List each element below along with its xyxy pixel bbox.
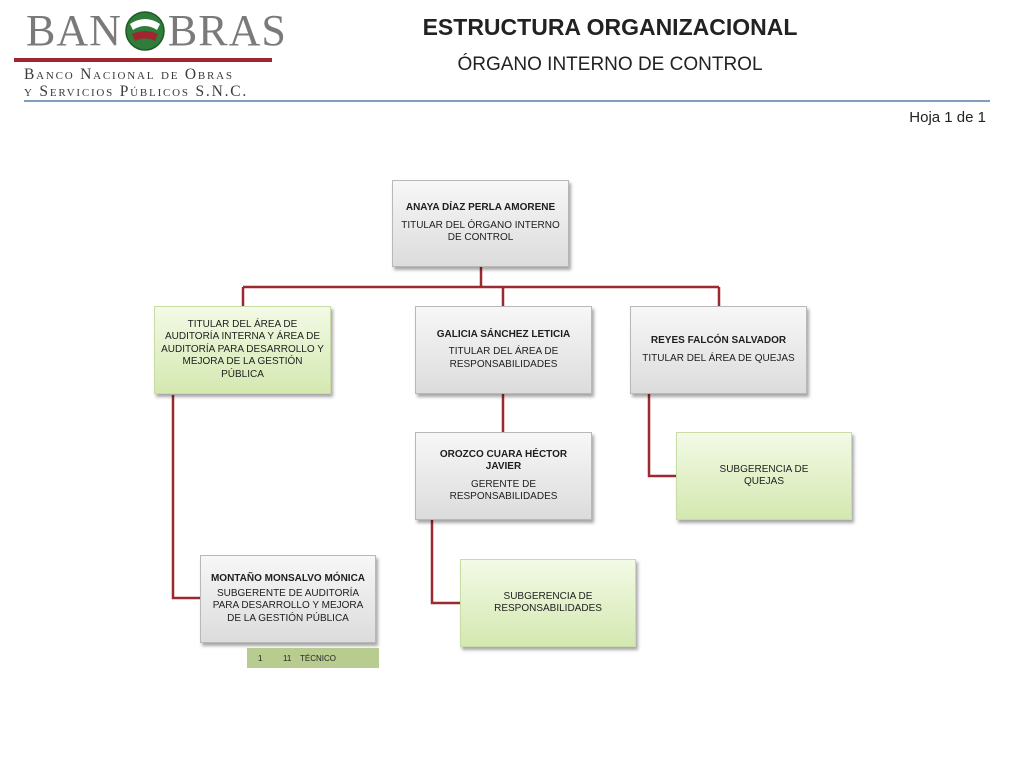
connector-auditoria-subgerente bbox=[173, 395, 200, 598]
org-box-subgerente-auditoria bbox=[200, 555, 376, 643]
subgerente-name: MONTAÑO MONSALVO MÓNICA bbox=[210, 573, 366, 584]
logo-word-left: BAN bbox=[26, 6, 122, 55]
org-box-quejas bbox=[630, 306, 807, 394]
gerente-role: GERENTE DE RESPONSABILIDADES bbox=[449, 478, 558, 502]
page-number: Hoja 1 de 1 bbox=[909, 109, 986, 126]
page-title: ESTRUCTURA ORGANIZACIONAL bbox=[422, 14, 798, 40]
logo-tagline-2: y Servicios Públicos S.N.C. bbox=[24, 83, 249, 100]
staff-label: TÉCNICO bbox=[300, 653, 336, 663]
org-box-subgerencia-responsabilidades bbox=[460, 559, 636, 647]
subgerencia-quejas-role: SUBGERENCIA DE QUEJAS bbox=[719, 463, 809, 487]
org-box-titular bbox=[392, 180, 569, 267]
subgerente-role: SUBGERENTE DE AUDITORÍA PARA DESARROLLO Y MEJORA DE LA GESTIÓN PÚBLICA bbox=[212, 587, 364, 624]
connector-gerente-subgerencia bbox=[432, 520, 460, 603]
org-box-subgerencia-quejas bbox=[676, 432, 852, 520]
staff-count: 11 bbox=[283, 653, 292, 663]
subgerencia-resp-role: SUBGERENCIA DE RESPONSABILIDADES bbox=[494, 590, 602, 614]
responsabilidades-name: GALICIA SÁNCHEZ LETICIA bbox=[436, 328, 571, 340]
responsabilidades-role: TITULAR DEL ÁREA DE RESPONSABILIDADES bbox=[448, 346, 559, 370]
connector-quejas-subgerencia bbox=[649, 394, 676, 476]
gerente-name: OROZCO CUARA HÉCTOR JAVIER bbox=[439, 448, 568, 472]
org-box-responsabilidades bbox=[415, 306, 592, 394]
org-box-auditoria bbox=[154, 306, 331, 394]
quejas-name: REYES FALCÓN SALVADOR bbox=[650, 335, 787, 346]
titular-name: ANAYA DÍAZ PERLA AMORENE bbox=[405, 202, 556, 214]
staff-level: 1 bbox=[258, 653, 263, 663]
logo-word-right: BRAS bbox=[167, 6, 287, 55]
quejas-role: TITULAR DEL ÁREA DE QUEJAS bbox=[642, 352, 795, 364]
logo-tagline-1: Banco Nacional de Obras bbox=[24, 66, 234, 83]
auditoria-role: TITULAR DEL ÁREA DE AUDITORÍA INTERNA Y ÁREA DE AUDITORÍA PARA DESARROLLO Y MEJORA DE LA GESTIÓN PÚBLICA bbox=[161, 318, 324, 380]
page-subtitle: ÓRGANO INTERNO DE CONTROL bbox=[457, 54, 763, 75]
org-box-gerente-responsabilidades bbox=[415, 432, 592, 520]
staff-summary bbox=[247, 648, 379, 668]
titular-role: TITULAR DEL ÓRGANO INTERNO DE CONTROL bbox=[401, 219, 560, 244]
